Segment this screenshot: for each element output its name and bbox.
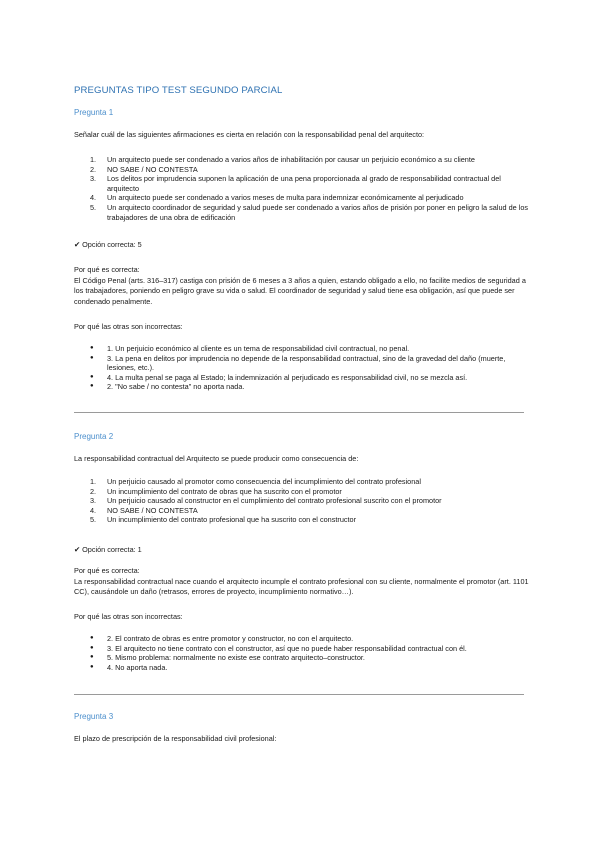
incorrect-reasons-list: [74, 634, 534, 672]
bullet-icon: ●: [90, 654, 94, 661]
options-list: [74, 155, 534, 222]
why-correct-label: Por qué es correcta:: [74, 265, 140, 274]
question-statement: Señalar cuál de las siguientes afirmaciones es cierta en relación con la responsabilidad penal del arquitecto:: [74, 130, 425, 139]
option-number: 1.: [90, 477, 97, 486]
bullet-icon: ●: [90, 383, 94, 390]
list-item: [74, 354, 534, 373]
correct-option: [74, 240, 534, 250]
option-item: [74, 174, 534, 193]
option-item: [74, 165, 534, 175]
correct-option-text: Opción correcta: 5: [82, 240, 142, 249]
why-correct-text: El Código Penal (arts. 316–317) castiga con prisión de 6 meses a 3 años a quien, estando obligado a ello, no facilite medios de seguridad a los trabajadores, poniendo en peligro grave su vida o salud. El coordinador de seguridad y salud tiene esa obligación, así que puede ser condenado penalmente.: [74, 276, 526, 306]
list-item-text: 1. Un perjuicio económico al cliente es un tema de responsabilidad civil contractual, no penal.: [107, 344, 410, 353]
section-divider: [74, 412, 524, 413]
option-number: 4.: [90, 505, 97, 515]
check-icon: ✔: [74, 545, 81, 554]
list-item: [74, 644, 534, 654]
option-number: 2.: [90, 164, 97, 174]
list-item: [74, 373, 534, 383]
option-item: [74, 515, 534, 525]
option-number: 2.: [90, 486, 97, 496]
why-correct-label: Por qué es correcta:: [74, 566, 140, 575]
option-text: Los delitos por imprudencia suponen la aplicación de una pena proporcionada al grado de responsabilidad contractual del arquitecto: [107, 174, 501, 193]
correct-option: [74, 545, 534, 555]
option-text: Un arquitecto puede ser condenado a varios años de inhabilitación por causar un perjuicio económico a su cliente: [107, 155, 475, 164]
bullet-icon: ●: [90, 373, 94, 380]
options-list: [74, 477, 534, 525]
list-item-text: 2. El contrato de obras es entre promotor y constructor, no con el arquitecto.: [107, 634, 354, 643]
option-text: Un perjuicio causado al constructor en el cumplimiento del contrato profesional suscrito con el promotor: [107, 496, 442, 506]
option-number: 5.: [90, 515, 97, 525]
list-item: [74, 663, 534, 673]
section-divider: [74, 694, 524, 695]
list-item-text: 4. No aporta nada.: [107, 662, 168, 672]
question-statement: La responsabilidad contractual del Arquitecto se puede producir como consecuencia de:: [74, 454, 359, 463]
option-text: Un arquitecto coordinador de seguridad y salud puede ser condenado a varios años de prisión por poner en peligro la salud de los trabajadores de una obra de edificación: [107, 202, 529, 222]
list-item-text: 3. La pena en delitos por imprudencia no depende de la responsabilidad contractual, sino de la gravedad del daño (muerte, lesiones, etc.).: [107, 353, 506, 373]
list-item-text: 4. La multa penal se paga al Estado; la indemnización al perjudicado es responsabilidad civil, no se mezcla así.: [107, 372, 468, 382]
question-heading: Pregunta 3: [74, 712, 114, 721]
document-title: PREGUNTAS TIPO TEST SEGUNDO PARCIAL: [74, 85, 283, 96]
list-item: [74, 344, 534, 354]
list-item-text: 2. "No sabe / no contesta" no aporta nada.: [107, 382, 245, 392]
option-text: Un perjuicio causado al promotor como consecuencia del incumplimiento del contrato profesional: [107, 477, 421, 486]
list-item-text: 5. Mismo problema: normalmente no existe ese contrato arquitecto–constructor.: [107, 653, 365, 663]
option-text: NO SABE / NO CONTESTA: [107, 164, 198, 174]
correct-option-text: Opción correcta: 1: [82, 545, 142, 554]
option-text: Un arquitecto puede ser condenado a varios meses de multa para indemnizar económicamente al perjudicado: [107, 193, 464, 203]
bullet-icon: ●: [90, 345, 94, 351]
question-statement: El plazo de prescripción de la responsabilidad civil profesional:: [74, 734, 277, 743]
incorrect-reasons-list: [74, 344, 534, 392]
list-item: [74, 382, 534, 392]
option-number: 5.: [90, 202, 97, 212]
option-item: [74, 477, 534, 487]
list-item: [74, 653, 534, 663]
option-item: [74, 506, 534, 516]
why-incorrect-label: Por qué las otras son incorrectas:: [74, 322, 183, 331]
option-item: [74, 487, 534, 497]
option-number: 3.: [90, 174, 97, 184]
question-heading: Pregunta 1: [74, 108, 114, 117]
list-item: [74, 634, 534, 644]
why-correct-text: La responsabilidad contractual nace cuando el arquitecto incumple el contrato profesional con su cliente, normalmente el promotor (art. 1101 CC), causándole un daño (retrasos, errores de proyecto, incumplimiento normativo…).: [74, 577, 529, 597]
question-heading: Pregunta 2: [74, 432, 114, 441]
option-item: [74, 496, 534, 506]
option-item: [74, 155, 534, 165]
list-item-text: 3. El arquitecto no tiene contrato con el constructor, así que no puede haber responsabilidad contractual con él.: [107, 643, 467, 653]
option-item: [74, 203, 534, 222]
option-number: 1.: [90, 155, 97, 164]
option-text: Un incumplimiento del contrato profesional que ha suscrito con el constructor: [107, 515, 357, 525]
option-number: 3.: [90, 496, 97, 506]
bullet-icon: ●: [90, 635, 94, 641]
check-icon: ✔: [74, 240, 81, 249]
option-number: 4.: [90, 193, 97, 203]
bullet-icon: ●: [90, 644, 94, 651]
option-text: Un incumplimiento del contrato de obras que ha suscrito con el promotor: [107, 486, 342, 496]
option-item: [74, 193, 534, 203]
bullet-icon: ●: [90, 354, 94, 361]
why-incorrect-label: Por qué las otras son incorrectas:: [74, 612, 183, 621]
option-text: NO SABE / NO CONTESTA: [107, 505, 198, 515]
bullet-icon: ●: [90, 663, 94, 670]
